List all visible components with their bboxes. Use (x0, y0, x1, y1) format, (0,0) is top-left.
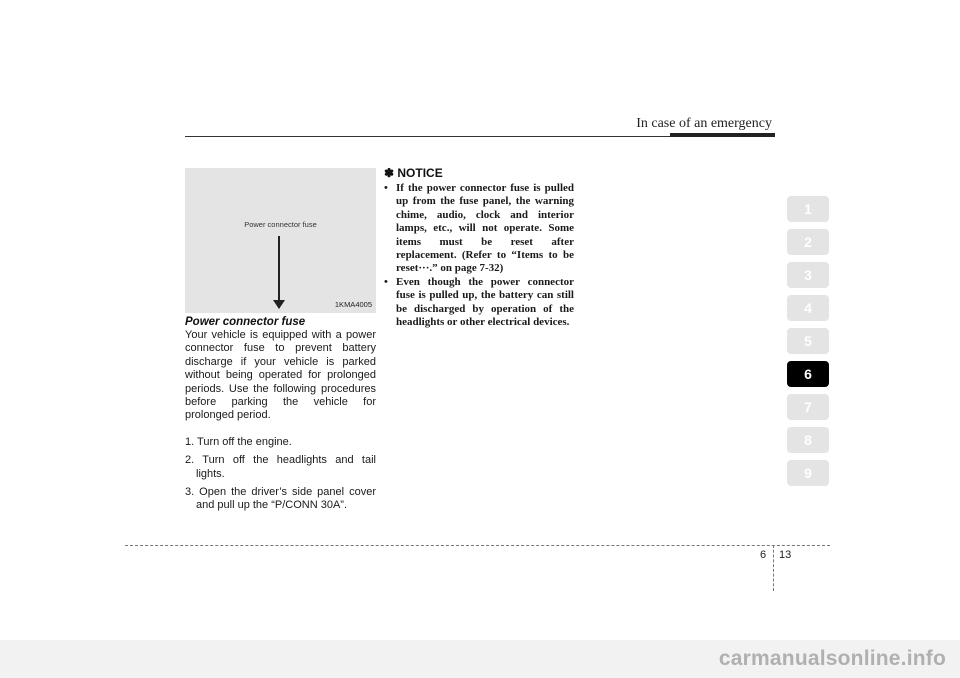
arrow-down-icon (273, 300, 285, 309)
body-paragraph: Your vehicle is equipped with a power connector fuse to prevent battery discharge if your vehicle is parked without being operated for prolonged periods. Use the following procedures before parking the vehicle for prolonged period. (185, 329, 376, 422)
chapter-tab-6[interactable]: 6 (787, 361, 829, 387)
footer-rule (125, 545, 830, 546)
step-item: 2. Turn off the headlights and tail lights. (185, 454, 376, 480)
chapter-tab-3[interactable]: 3 (787, 262, 829, 288)
section-heading: Power connector fuse (185, 316, 306, 328)
chapter-tabs (787, 196, 829, 493)
chapter-tab-9[interactable]: 9 (787, 460, 829, 486)
notice-item (384, 182, 574, 276)
step-item: 1. Turn off the engine. (185, 435, 292, 448)
left-column (185, 315, 376, 518)
header-title: In case of an emergency (636, 116, 772, 131)
page-number: 13 (779, 549, 792, 561)
chapter-tab-8[interactable]: 8 (787, 427, 829, 453)
chapter-tab-4[interactable]: 4 (787, 295, 829, 321)
fuse-figure (185, 168, 376, 313)
step-item: 3. Open the driver’s side panel cover and pull up the “P/CONN 30A”. (185, 486, 376, 512)
bullet-icon: • (384, 182, 388, 194)
chapter-tab-1[interactable]: 1 (787, 196, 829, 222)
notice-box (384, 166, 574, 329)
header-rule-accent (670, 133, 775, 137)
watermark-text: carmanualsonline.info (718, 647, 946, 670)
steps-list (185, 436, 376, 513)
chapter-tab-2[interactable]: 2 (787, 229, 829, 255)
notice-title: ✽ NOTICE (384, 166, 443, 180)
page-chapter: 6 (760, 549, 767, 561)
notice-item (384, 276, 574, 330)
notice-item-text: Even though the power connector fuse is pulled up, the battery can still be discharged by operation of the headlights or other electrical devices. (396, 275, 574, 329)
chapter-tab-7[interactable]: 7 (787, 394, 829, 420)
figure-label: Power connector fuse (244, 220, 317, 229)
figure-code: 1KMA4005 (334, 300, 372, 309)
chapter-tab-5[interactable]: 5 (787, 328, 829, 354)
bullet-icon: • (384, 275, 388, 288)
figure-arrow-line (278, 236, 280, 308)
notice-item-text: If the power connector fuse is pulled up from the fuse panel, the warning chime, audio, clock and interior lamps, etc., will not operate. Some items must be reset after replacement. (Refer to “Items to be reset···.” on page 7-32) (396, 182, 574, 275)
watermark-bar (0, 640, 960, 678)
footer-divider (773, 545, 774, 591)
